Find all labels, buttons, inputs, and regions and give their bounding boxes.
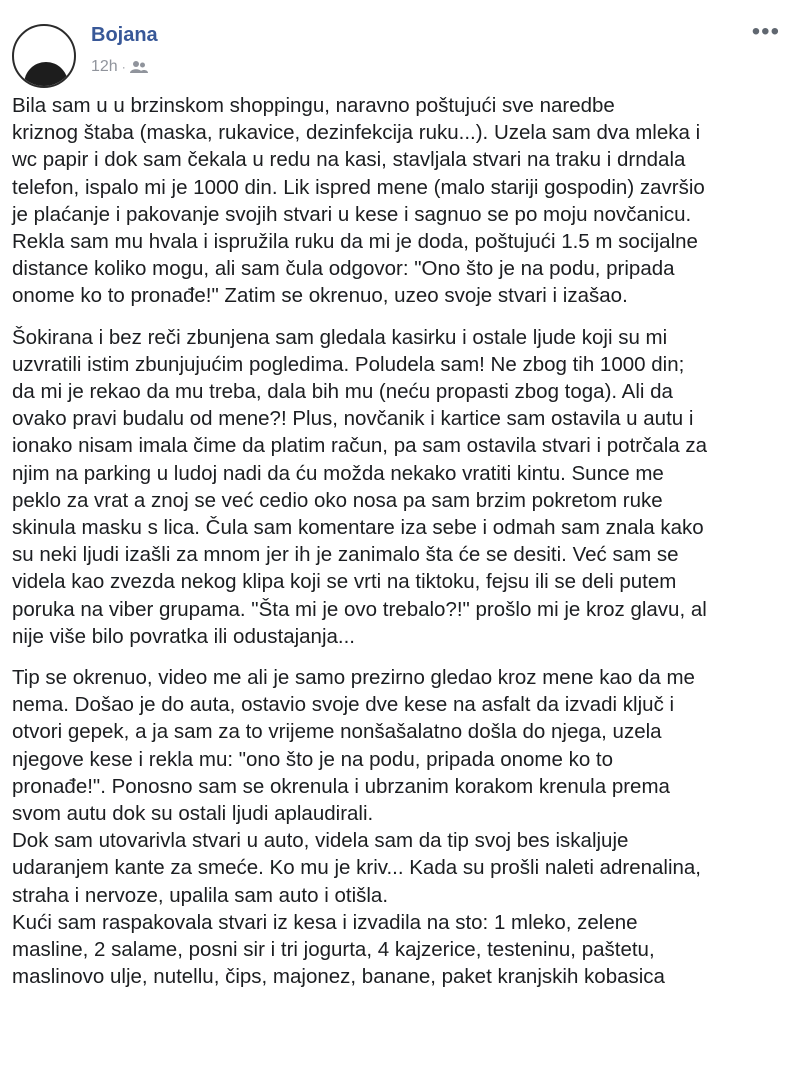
friends-icon[interactable] — [130, 60, 148, 74]
meta-separator: · — [121, 60, 126, 74]
post-header — [0, 0, 790, 90]
post-paragraph-2: Šokirana i bez reči zbunjena sam gledala kasirku i ostale ljude koji su mi uzvratili istim zbunjujućim pogledima. Poludela sam! Ne zbog tih 1000 din; da mi je rekao da mu treba, dala bih mu (neću propasti zbog toga). Ali da ovako pravi budalu od mene?! Plus, novčanik i kartice sam ostavila u autu i ionako nisam imala čime da platim račun, pa sam ostavila stvari i potrčala za njim na parking u ludoj nadi da ću možda nekako vratiti kintu. Sunce me peklo za vrat a znoj se već cedio oko nosa pa sam brzim pokretom ruke skinula masku s lica. Čula sam komentare iza sebe i odmah sam znala kako su neki ljudi izašli za mnom jer ih je zanimalo šta će se desiti. Već sam se videla kao zvezda nekog klipa koji se vrti na tiktoku, fejsu ili se deli putem poruka na viber grupama. "Šta mi je ovo trebalo?!" prošlo mi je kroz glavu, al nije više bilo povratka ili odustajanja... — [12, 325, 708, 648]
post-paragraph-4: Dok sam utovarivla stvari u auto, videla sam da tip svoj bes iskaljuje udaranjem kante za smeće. Ko mu je kriv... Kada su prošli naleti adrenalina, straha i nervoze, upalila sam auto i otišla. — [12, 829, 702, 907]
post-body — [12, 92, 782, 991]
post-paragraph-3: Tip se okrenuo, video me ali je samo prezirno gledao kroz mene kao da me nema. Došao je do auta, ostavio svoje dve kese na asfalt da izvadi ključ i otvori gepek, a ja sam za to vrijeme nonšašalatno došla do njega, uzela njegove kese i rekla mu: "ono što je na podu, pripada onome ko to pronađe!". Ponosno sam se okrenula i ubrzanim korakom krenula prema svom autu dok su ostali ljudi aplaudirali. — [12, 666, 695, 826]
post-meta — [91, 58, 148, 76]
avatar-image — [24, 62, 68, 88]
author-avatar[interactable] — [12, 24, 76, 88]
post-timestamp[interactable]: 12h — [91, 58, 118, 75]
post-paragraph-5: Kući sam raspakovala stvari iz kesa i izvadila na sto: 1 mleko, zelene masline, 2 salame, posni sir i tri jogurta, 4 kajzerice, testeninu, paštetu, maslinovo ulje, nutellu, čips, majonez, banane, paket kranjskih kobasica — [12, 910, 665, 989]
post-paragraph-1: Bila sam u u brzinskom shoppingu, naravno poštujući sve naredbe kriznog štaba (maska, rukavice, dezinfekcija ruku...). Uzela sam dva mleka i wc papir i dok sam čekala u redu na kasi, stavljala stvari na traku i drndala telefon, ispalo mi je 1000 din. Lik ispred mene (malo stariji gospodin) završio je plaćanje i pakovanje svojih stvari u kese i sagnuo se po moju novčanicu. Rekla sam mu hvala i ispružila ruku da mi je doda, poštujući 1.5 m socijalne distance koliko mogu, ali sam čula odgovor: "Ono što je na podu, pripada onome ko to pronađe!" Zatim se okrenuo, uzeo svoje stvari i izašao. — [12, 94, 705, 308]
author-name[interactable]: Bojana — [91, 24, 158, 46]
more-options-icon[interactable]: ••• — [751, 18, 780, 45]
